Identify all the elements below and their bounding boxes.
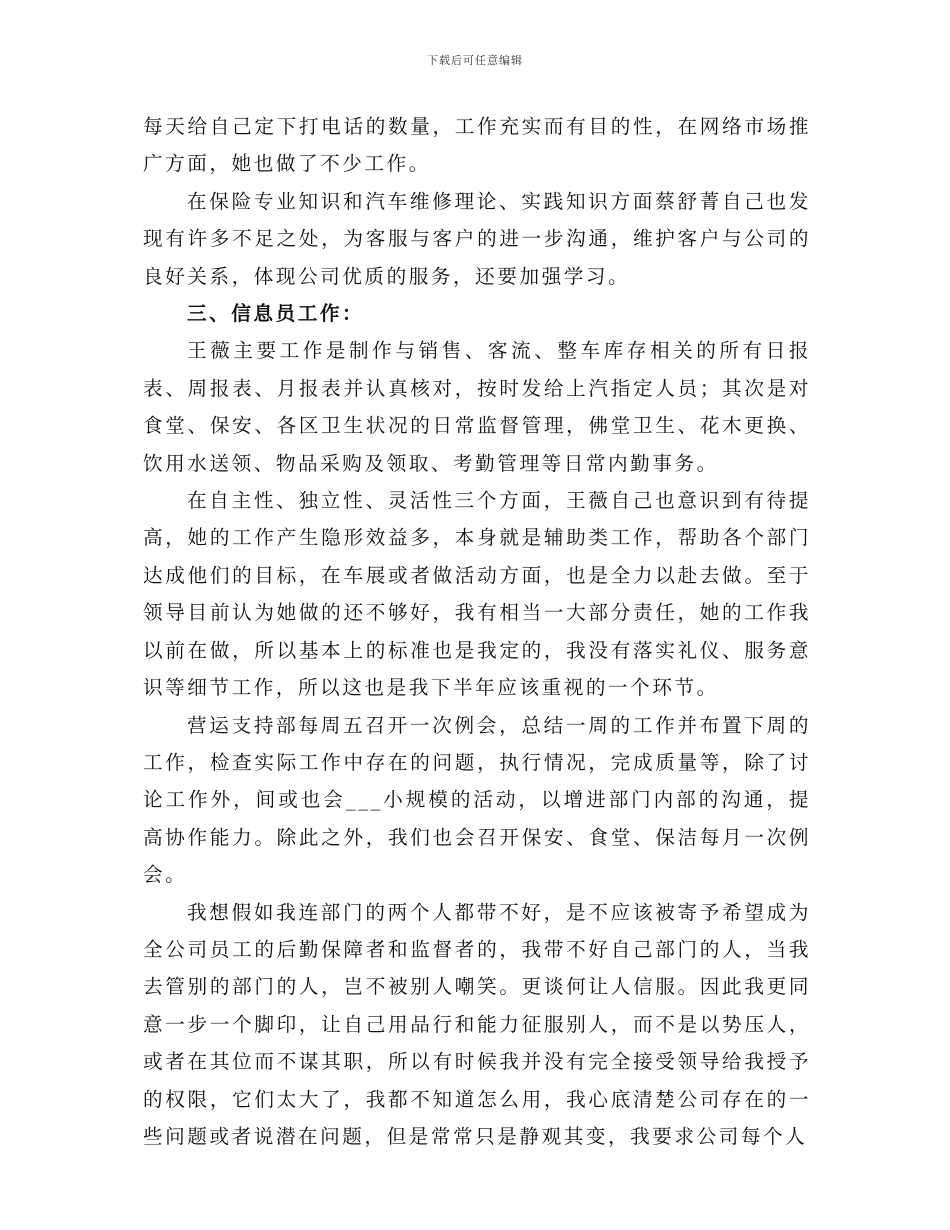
paragraph: 在保险专业知识和汽车维修理论、实践知识方面蔡舒菁自己也发现有许多不足之处，为客服与客户的进一步沟通，维护客户与公司的良好关系，体现公司优质的服务，还要加强学习。 bbox=[143, 189, 811, 288]
document-body bbox=[143, 108, 811, 1155]
paragraph: 我想假如我连部门的两个人都带不好，是不应该被寄予希望成为全公司员工的后勤保障者和监督者的，我带不好自己部门的人，当我去管别的部门的人，岂不被别人嘲笑。更谈何让人信服。因此我更同意一步一个脚印，让自己用品行和能力征服别人，而不是以势压人，或者在其位而不谋其职，所以有时候我并没有完全接受领导给我授予的权限，它们太大了，我都不知道怎么用，我心底清楚公司存在的一些问题或者说潜在问题，但是常常只是静观其变，我要求公司每个人 bbox=[143, 900, 811, 1148]
paragraph: 每天给自己定下打电话的数量，工作充实而有目的性，在网络市场推广方面，她也做了不少工作。 bbox=[143, 115, 811, 176]
paragraph: 在自主性、独立性、灵活性三个方面，王薇自己也意识到有待提高，她的工作产生隐形效益多，本身就是辅助类工作，帮助各个部门达成他们的目标，在车展或者做活动方面，也是全力以赴去做。至于领导目前认为她做的还不够好，我有相当一大部分责任，她的工作我以前在做，所以基本上的标准也是我定的，我没有落实礼仪、服务意识等细节工作，所以这也是我下半年应该重视的一个环节。 bbox=[143, 489, 811, 700]
paragraph: 王薇主要工作是制作与销售、客流、整车库存相关的所有日报表、周报表、月报表并认真核对，按时发给上汽指定人员；其次是对食堂、保安、各区卫生状况的日常监督管理，佛堂卫生、花木更换、饮用水送领、物品采购及领取、考勤管理等日常内勤事务。 bbox=[143, 339, 811, 475]
paragraph: 营运支持部每周五召开一次例会，总结一周的工作并布置下周的工作，检查实际工作中存在的问题，执行情况，完成质量等，除了讨论工作外，间或也会___小规模的活动，以增进部门内部的沟通，提高协作能力。除此之外，我们也会召开保安、食堂、保洁每月一次例会。 bbox=[143, 713, 811, 887]
page-header: 下载后可任意编辑 bbox=[427, 54, 523, 67]
section-heading: 三、信息员工作： bbox=[187, 302, 365, 326]
